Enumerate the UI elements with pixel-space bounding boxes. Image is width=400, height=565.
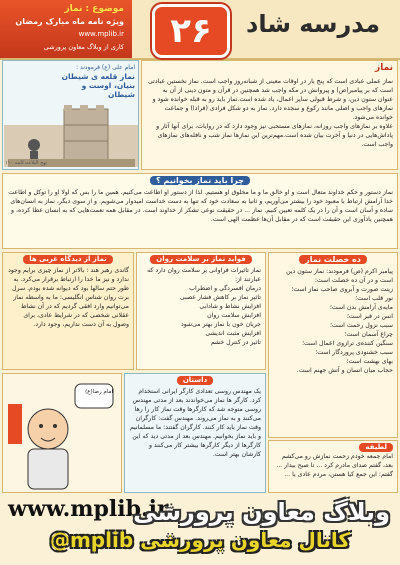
cartoon-illustration — [2, 373, 122, 493]
benefit-item: درمان افسردگی و اضطراب — [189, 285, 261, 292]
namaz-section — [141, 60, 398, 170]
cartoon-note: امام رضا(ع) — [85, 389, 113, 395]
quote-line-3: بنیان، اوست و — [81, 81, 135, 90]
why-pray-text: نماز دستور و حکم خداوند متعال است و او خالق ما و ما مخلوق او هستیم. لذا از دستور او اطاعت می‌کنیم. همین ما را بس که اولا او را توکل و اطاعت خدا آرامش ارتباط با معبود خود را بیشتر می‌آوریم، و ثانیا به سعادت خود که تنها به دست خداست امیدوار می‌شویم. و از سوی دیگر، نماز به انسان‌های ساده و آسان است و آن را در یک کلمه تعیین کنیم. نماز ... در حقیقت نوعی تشکر از خداوند است. در مقابل همه نعمت‌هایی که به انسان عطا کرده، و همچنین یادآوری این حقیقت است که در مقابل آن‌ها عظمت الهی است. — [8, 189, 393, 223]
benefit-item: افزایش نشاط و شادابی — [199, 303, 261, 310]
footer-channel: کانال معاون پرورشی mplib@ — [49, 528, 351, 552]
health-benefits-title: فواید نماز بر سلامت روان — [150, 255, 251, 264]
source-credit: کاری از وبلاگ معاون پرورشی — [43, 43, 124, 51]
benefit-item: تاثیر در کنترل خشم — [210, 339, 261, 346]
header — [0, 0, 400, 60]
west-view-title: نماز از دیدگاه غربی ها — [23, 255, 113, 264]
trait-item: سبب نزول رحمت است؛ — [329, 322, 393, 329]
namaz-text: نماز عملی عبادی است که پنج بار در اوقات معینی از شبانه‌روز واجب است. نماز نخستین عبادتی است که بر پیامبر(ص) و پیروانش در مکه واجب شد همچنین در قرآن و متون دینی از آن به عنوان ستون دین، و شرط قبولی سایر اعمال، یاد شده است.نماز باید رو به قبله خوانده شود و نمازهای واجب و اصلی مانند رکوع و سجده دارد. نماز به دو شکل فرادی (فرادا) و جماعت خوانده می‌شود. — [147, 78, 393, 121]
ten-traits-title: ده خصلت نماز — [299, 255, 367, 264]
ten-traits-section — [268, 252, 398, 438]
ten-traits-intro: پیامبر اکرم (ص) فرمودند: نماز ستون دین است و در آن ده خصلت است: — [286, 268, 393, 284]
benefit-item: افزایش مثبت اندیشی — [205, 330, 261, 337]
trait-item: چراغ آسمان است؛ — [344, 331, 393, 338]
benefit-item: نماز تاثیرات فراوانی بر سلامت روان دارد که عبارتند از: — [147, 267, 261, 283]
trait-item: زینت صورت و آبروی صاحب نماز است؛ — [291, 286, 393, 293]
trait-item: بهای بهشت است؛ — [346, 358, 393, 365]
quote-line-1: امام علی (ع) فرمودند : — [76, 64, 135, 71]
joke-section — [268, 440, 398, 493]
quote-illustration — [2, 60, 139, 170]
why-pray-title: چرا باید نماز بخوانیم ؟ — [150, 176, 250, 185]
joke-text: امام جمعه خودم زحمت نمازش رو می‌کشم بعد، گفتم صدای مادرم کرد ... تا صبح بیدار ... گفتم: این جمع کیا هستن، مردم عادی یا ... — [276, 453, 393, 478]
quote-caption: نهج البلاغه،کلمه ۱۱۰ — [5, 160, 48, 166]
quote-line-4: شیطان — [108, 90, 135, 99]
topic-label: موضوع : نماز — [64, 4, 124, 14]
trait-item: سبب خشنودی پروردگار است؛ — [315, 349, 393, 356]
header-info-panel — [0, 0, 132, 58]
namaz-title: نماز — [375, 63, 393, 73]
footer-weblog: وبلاگ معاون پرورشی — [133, 498, 390, 526]
health-benefits-section — [136, 252, 266, 370]
issue-number: ۲۶ — [152, 4, 230, 58]
story-text: یک مهندس روسی تعدادی کارگر ایرانی استخدام کرد. کارگر ها نماز می‌خواندند بعد از مدتی مهندس روسی متوجه شد که کارگرها وقت نماز کار را رها می‌کنند و به نماز می‌روند. مهندس گفت: کارگران وقت نماز باید کار کنند. کارگران گفتند: ما مسلمانیم و باید نماز بخوانیم. مهندس بعد از مدتی دید که این کارگرها از دیگر کارگرها بیشتر کار می‌کنند و کارشان بهتر است. — [129, 388, 261, 458]
west-view-text: گاندی رهبر هند : بالاتر از نماز چیزی برایم وجود ندارد و نیز ما خدا را ارتباط برقرار می‌کرد. به طور حتم سالها بود که دیوانه شده بودم. سرل برت روان شناس انگلیسی: ما به واسطه نماز می‌توانیم وارد افقی گردیم که در آن نشاط عقلانی شخصی که در شرایط عادی، برای وصول به آن دست نداریم، وجود دارد. — [8, 267, 129, 328]
west-view-section — [2, 252, 134, 370]
benefit-item: تاثیر نماز بر کاهش فشار عصبی — [179, 294, 261, 301]
why-pray-section — [2, 173, 398, 249]
story-title: داستان — [177, 376, 213, 385]
trait-item: انس در قبر است؛ — [346, 313, 393, 320]
castle-wall-illustration — [4, 105, 139, 167]
quote-line-2: نماز قلعه ی شیطان — [61, 72, 135, 81]
issue-subtitle: ویژه نامه ماه مبارک رمضان — [15, 17, 124, 26]
benefit-item: جریان خون با نماز بهتر می‌شود — [180, 321, 261, 328]
trait-item: سنگین کننده‌ی ترازوی اعمال است؛ — [302, 340, 393, 347]
trait-item: نور قلب است؛ — [355, 295, 393, 302]
story-section — [124, 373, 266, 493]
footer-url[interactable]: www.mplib.ir — [8, 496, 169, 522]
trait-item: حجاب میان انسان و آتش جهنم است. — [296, 367, 393, 374]
namaz-text-2: علاوه بر نمازهای واجب روزانه، نمازهای مستحبی نیز وجود دارد که در روایات، برای آنها آثار و پاداش‌هایی در دنیا و آخرت بیان شده است.مهم‌ترین این نمازها نماز شب و نافله‌های نمازهای واجب است. — [156, 123, 393, 148]
benefit-item: افزایش سلامت روان — [207, 312, 261, 319]
joke-title: لطیفه — [359, 443, 393, 452]
school-title: مدرسه شاد — [246, 10, 380, 38]
trait-item: مایه‌ی آرامش بدن است؛ — [329, 304, 393, 311]
site-url[interactable]: www.mplib.ir — [78, 30, 124, 38]
